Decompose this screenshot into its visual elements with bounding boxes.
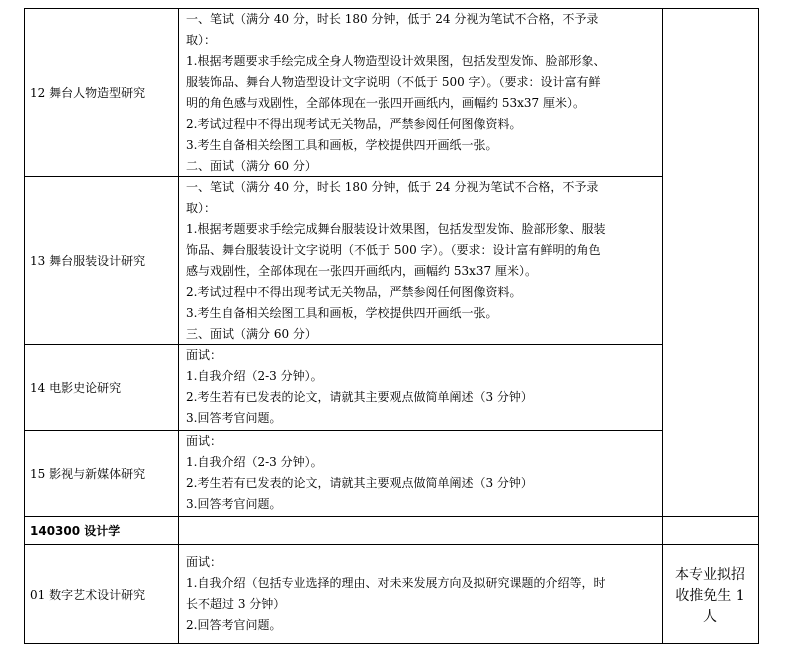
requirement-line: 2.考生若有已发表的论文，请就其主要观点做简单阐述（3 分钟）: [186, 390, 533, 404]
requirement-line: 长不超过 3 分钟）: [186, 597, 286, 611]
requirement-line: 3.回答考官问题。: [186, 497, 282, 511]
requirement-line: 1.自我介绍（2-3 分钟）。: [186, 455, 323, 469]
requirement-line: 饰品、舞台服装设计文字说明（不低于 500 字）。（要求：设计富有鲜明的角色: [186, 243, 601, 257]
requirement-line: 1.根据考题要求手绘完成全身人物造型设计效果图，包括发型发饰、脸部形象、: [186, 54, 606, 68]
row-divider: [24, 516, 759, 517]
requirement-line: 1.自我介绍（2-3 分钟）。: [186, 369, 323, 383]
requirement-line: 面试：: [186, 348, 223, 362]
remark-line: 收推免生 1: [675, 588, 745, 604]
requirement-line: 感与戏剧性，全部体现在一张四开画纸内，画幅约 53x37 厘米）。: [186, 264, 537, 278]
requirement-line: 取）：: [186, 33, 217, 47]
row-divider: [24, 544, 759, 545]
requirement-line: 2.考试过程中不得出现考试无关物品，严禁参阅任何图像资料。: [186, 117, 522, 131]
requirement-line: 3.回答考官问题。: [186, 411, 282, 425]
requirement-line: 服装饰品、舞台人物造型设计文字说明（不低于 500 字）。（要求：设计富有鲜: [186, 75, 601, 89]
requirement-line: 3.考生自备相关绘图工具和画板，学校提供四开画纸一张。: [186, 138, 498, 152]
requirement-line: 面试：: [186, 434, 223, 448]
requirement-line: 取）：: [186, 201, 217, 215]
requirement-line: 明的角色感与戏剧性，全部体现在一张四开画纸内，画幅约 53x37 厘米）。: [186, 96, 585, 110]
requirement-line: 1.根据考题要求手绘完成舞台服装设计效果图，包括发型发饰、脸部形象、服装: [186, 222, 606, 236]
remark-line: 人: [703, 609, 717, 625]
requirement-line: 面试：: [186, 555, 223, 569]
row-name: 15 影视与新媒体研究: [30, 467, 146, 481]
table-right-border: [758, 8, 759, 644]
remark-line: 本专业拟招: [675, 567, 745, 583]
column-divider: [662, 8, 663, 644]
requirements-cell: [186, 431, 533, 515]
requirement-line: 1.自我介绍（包括专业选择的理由、对未来发展方向及拟研究课题的介绍等，时: [186, 576, 606, 590]
column-divider: [178, 8, 179, 644]
requirement-line: 2.回答考官问题。: [186, 618, 282, 632]
requirements-cell: [186, 552, 605, 636]
requirements-cell: [186, 345, 533, 429]
requirement-line: 一、笔试（满分 40 分，时长 180 分钟，低于 24 分视为笔试不合格，不予录: [186, 180, 599, 194]
requirement-line: 一、笔试（满分 40 分，时长 180 分钟，低于 24 分视为笔试不合格，不予录: [186, 12, 599, 26]
requirements-cell: [186, 177, 605, 345]
requirement-line: 2.考生若有已发表的论文，请就其主要观点做简单阐述（3 分钟）: [186, 476, 533, 490]
row-name: 14 电影史论研究: [30, 381, 122, 395]
row-name: 12 舞台人物造型研究: [30, 86, 146, 100]
table-left-border: [24, 8, 25, 644]
requirement-line: 3.考生自备相关绘图工具和画板，学校提供四开画纸一张。: [186, 306, 498, 320]
requirement-line: 三、面试（满分 60 分）: [186, 327, 317, 341]
row-name: 01 数字艺术设计研究: [30, 588, 146, 602]
row-name: 13 舞台服装设计研究: [30, 254, 146, 268]
requirement-line: 2.考试过程中不得出现考试无关物品，严禁参阅任何图像资料。: [186, 285, 522, 299]
remarks-cell: [662, 565, 758, 628]
table-bottom-border: [24, 643, 759, 644]
section-title: 140300 设计学: [30, 524, 121, 538]
requirements-cell: [186, 9, 605, 177]
requirement-line: 二、面试（满分 60 分）: [186, 159, 317, 173]
